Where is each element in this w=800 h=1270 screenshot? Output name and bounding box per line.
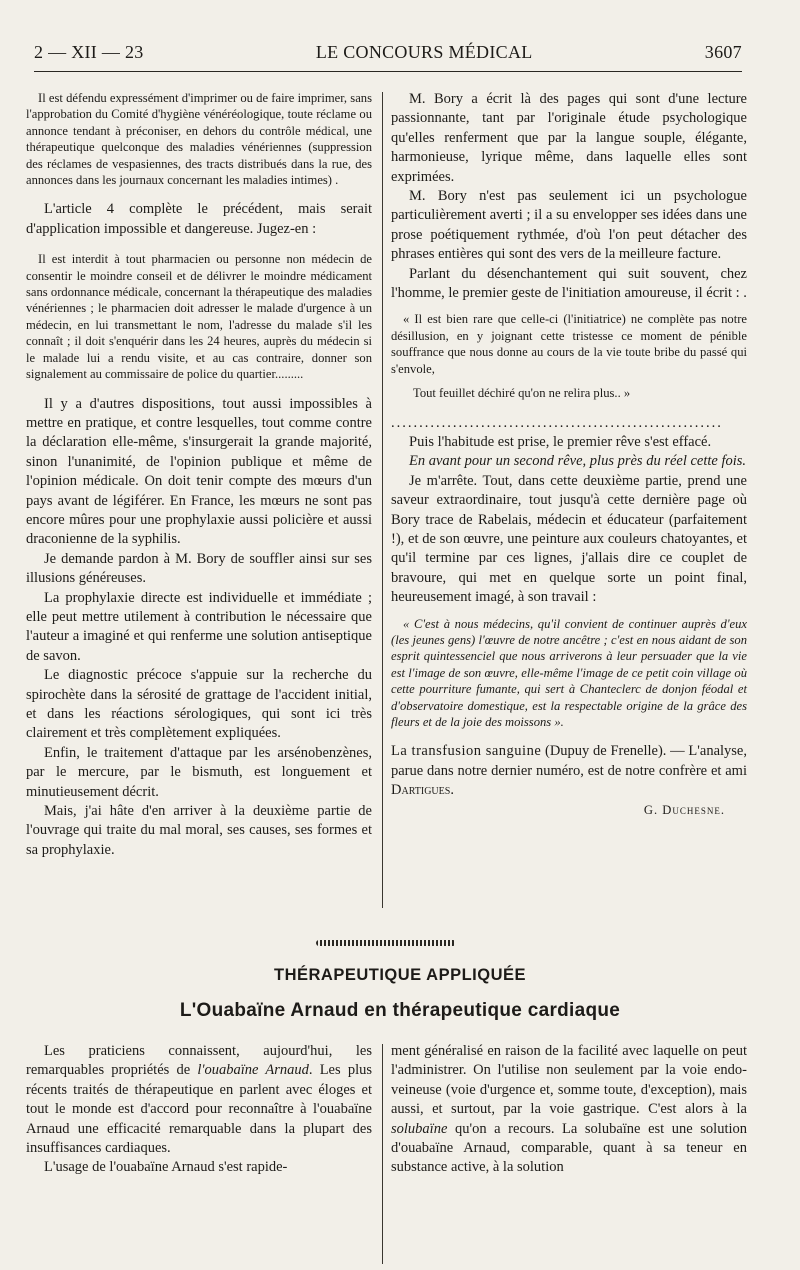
paragraph	[26, 1042, 372, 1158]
text: . Les plus récents traités de thérapeutique en parlent avec éloges et tout le monde est d'accord pour reconnaître à l'ouabaïne Arnaud une efficacité remarquable dans la plupart des insuffisances cardiaques.	[26, 1062, 372, 1157]
page-number: 3607	[704, 42, 742, 62]
quoted-law-article-4: Il est interdit à tout pharmacien ou personne non médecin de consentir le moindre conseil et de délivrer le moindre médicament sans ordonnance médicale, concernant la thérapeutique des maladies vénériennes ; le pharmacien doit adresser le malade d'urgence à un médecin, en lui transmettant le nom, l'adresse du malade s'il les connaît ; il doit s'enquérir dans les 24 heures, auprès du médecin si le malade lui a rendu visite, et au cas contraire, donner son signalement au commissaire de police du quartier.........	[26, 252, 372, 382]
paragraph: M. Bory a écrit là des pages qui sont d'une lecture passionnante, tant par l'originale étude psychologique qu'elles renferment que par la langue souple, élégante, harmonieuse, lyrique même, dans laquelle elles sont exprimées.	[391, 91, 747, 185]
paragraph: L'article 4 complète le précédent, mais serait d'application impossible et dangereuse. Jugez-en :	[26, 201, 372, 237]
italic-text: solubaïne	[391, 1120, 448, 1137]
paragraph: Je m'arrête. Tout, dans cette deuxième partie, prend une saveur extraordinaire, tout jusqu'à cette dernière page où Bory trace de Rabelais, médecin et éducateur (parfaitement !), et de son œuvre, une peinture aux couleurs chatoyantes, et qu'il termine par ces lignes, j'allais dire ce couplet de bravoure, qui met en quelque sorte un point final, heureusement imagé, à son travail :	[391, 472, 747, 606]
paragraph: Le diagnostic précoce s'appuie sur la recherche du spirochète dans la sérosité de grattage de l'accident initial, et dans les réactions sérologiques, qui sont ici très clairement et très complètement expliquées.	[26, 667, 372, 742]
paragraph: Parlant du désenchantement qui suit souvent, chez l'homme, le premier geste de l'initiation amoureuse, il écrit : .	[391, 265, 747, 302]
column-divider	[382, 92, 383, 908]
paragraph: Puis l'habitude est prise, le premier rêve s'est effacé.	[409, 433, 712, 450]
bottom-right-column	[391, 1042, 747, 1178]
header-rule	[34, 71, 742, 72]
section-heading: THÉRAPEUTIQUE APPLIQUÉE	[274, 966, 526, 984]
journal-title: LE CONCOURS MÉDICAL	[315, 42, 533, 62]
article-title: L'Ouabaïne Arnaud en thérapeutique cardiaque	[179, 1000, 621, 1021]
paragraph: L'usage de l'ouabaïne Arnaud s'est rapide-	[44, 1159, 288, 1176]
transfusion-note	[391, 742, 747, 800]
page-header	[34, 42, 742, 68]
paragraph: Mais, j'ai hâte d'en arriver à la deuxième partie de l'ouvrage qui traite du mal moral, ses causes, ses formes et sa prophylaxie.	[26, 803, 372, 858]
section-ornament	[316, 940, 456, 946]
paragraph: Je demande pardon à M. Bory de souffler ainsi sur ses illusions généreuses.	[26, 550, 372, 587]
issue-date: 2 — XII — 23	[34, 42, 144, 62]
paragraph: M. Bory n'est pas seulement ici un psychologue particulièrement averti ; il a su envelopper ses idées dans une prose poétiquement rythmée, d'où l'on peut détacher des phrases entières qui sont des vers de la meilleure facture.	[391, 188, 747, 263]
left-column	[26, 90, 372, 860]
paragraph: Enfin, le traitement d'attaque par les arsénobenzènes, par le mercure, par le bismuth, est longuement et minutieusement décrit.	[26, 744, 372, 800]
quoted-law-article-3: Il est défendu expressément d'imprimer ou de faire imprimer, sans l'approbation du Comité d'hygiène vénéréologique, toute réclame ou annonce tendant à préconiser, en dehors du contrôle médical, une thérapeutique quelconque des maladies vénériennes (suppression des réclames de vespasiennes, des tracts distribués dans la rue, des annonces dans les journaux concernant les maladies intimes) .	[26, 91, 372, 188]
paragraph: Il y a d'autres dispositions, tout aussi impossibles à mettre en pratique, et contre lesquelles, tout comme contre la déclaration elle-même, s'insurgerait la grande majorité, sinon l'unanimité, de l'opinion publique et même de l'opinion médicale. On doit tenir compte des mœurs d'un pays avant de légiférer. En France, les mœurs ne sont pas encore mûres pour une prophylaxie aussi policière et aussi draconienne de la syphilis.	[26, 395, 372, 548]
text: qu'on a recours. La solubaïne est une solution d'ouabaïne Arnaud, comparable, quant à sa teneur en substance active, à la solution	[391, 1120, 747, 1176]
bottom-left-column	[26, 1042, 372, 1178]
quotation-verse: Tout feuillet déchiré qu'on ne relira plus.. »	[413, 386, 631, 401]
italic-paragraph: En avant pour un second rêve, plus près du réel cette fois.	[409, 453, 747, 470]
transfusion-title: La transfusion sanguine	[391, 743, 542, 760]
signature: G. Duchesne.	[643, 802, 725, 817]
right-column	[391, 90, 747, 820]
italic-text: l'ouabaïne Arnaud	[197, 1062, 309, 1079]
transfusion-text: (Dupuy de Frenelle). — L'analyse, parue dans notre dernier numéro, est de notre confrère et ami	[391, 743, 747, 779]
quotation: « Il est bien rare que celle-ci (l'initiatrice) ne complète pas notre désillusion, en y joignant cette tristesse ce moment de pénible souffrance que nous donne au cours de la vie toute bribe du passé qui s'envole,	[391, 312, 747, 376]
paragraph: La prophylaxie directe est individuelle et immédiate ; elle peut mettre utilement à contribution le nécessaire que l'auteur a imaginé et qui renferme une solution antiseptique de savon.	[26, 589, 372, 664]
column-divider	[382, 1044, 383, 1264]
text: Les praticiens connaissent, aujourd'hui, les remarquables propriétés de	[26, 1043, 372, 1079]
text: ment généralisé en raison de la facilité avec laquelle on peut l'administrer. On l'utilise non seulement par la voie endo-veineuse (voie d'urgence et, somme toute, d'exception), mais aussi, et surtout, par la voie gastrique. C'est alors à la	[391, 1043, 747, 1118]
transfusion-end: .	[450, 782, 454, 799]
quotation: « C'est à nous médecins, qu'il convient de continuer auprès d'eux (les jeunes gens) l'œuvre de notre ancêtre ; c'est en nous aidant de son esprit quintessenciel que nous arriverons à leur persuader que la vie est l'image de son œuvre, elle-même l'image de ce petit coin village où cette pourriture fumante, qui sert à Chanteclerc de donjon féodal et d'observatoire domestique, est la respectable origine de la grâce des fleurs et de la joie des moissons ».	[391, 616, 747, 729]
ellipsis-line: ...........................................................	[391, 414, 723, 431]
author-name: Dartigues	[391, 782, 451, 799]
paragraph	[391, 1042, 747, 1178]
